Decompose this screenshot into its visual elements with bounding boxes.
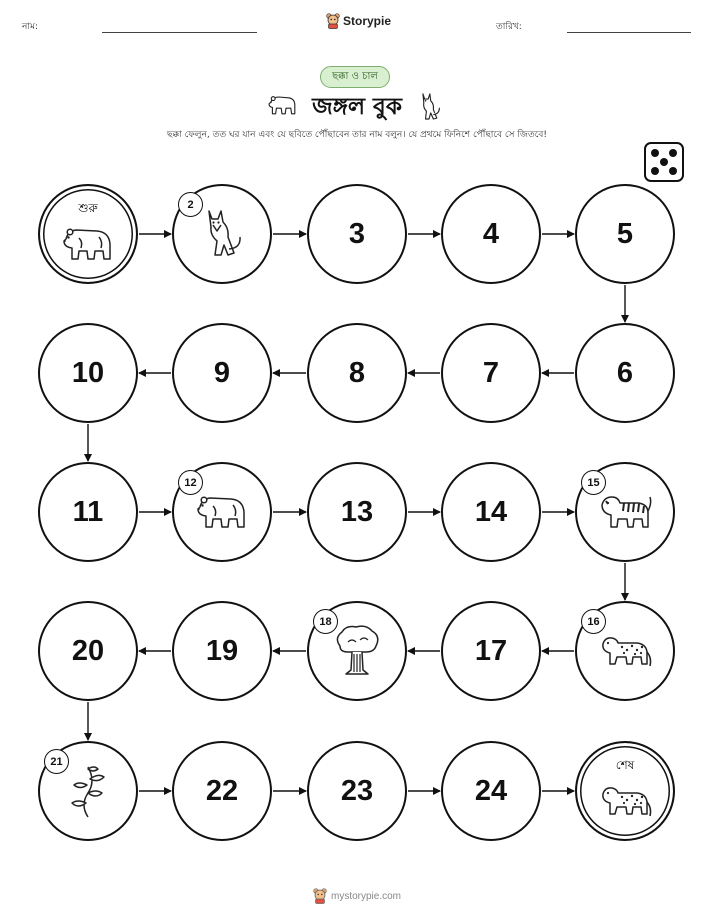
cell-number: 11 — [72, 495, 104, 528]
board-cell[interactable] — [575, 184, 675, 284]
cell-number: 4 — [482, 217, 500, 250]
cell-number-badge: 18 — [313, 609, 338, 634]
board-cell[interactable] — [575, 323, 675, 423]
cell-number: 7 — [482, 356, 500, 389]
board-cell[interactable] — [38, 601, 138, 701]
tree-icon — [332, 624, 382, 682]
cell-number-badge: 2 — [178, 192, 203, 217]
cell-number: 23 — [340, 774, 374, 807]
cell-number-badge: 15 — [581, 470, 606, 495]
board-cell[interactable] — [307, 323, 407, 423]
board-cell[interactable] — [38, 741, 138, 841]
cell-number: 24 — [474, 774, 508, 807]
board-cell[interactable] — [441, 184, 541, 284]
cell-number: 3 — [348, 217, 366, 250]
leopard-icon — [597, 782, 653, 824]
bear-icon — [61, 224, 115, 268]
board-cell[interactable] — [172, 601, 272, 701]
cell-number: 6 — [616, 356, 634, 389]
start-label: শুরু — [78, 201, 98, 215]
cell-number: 22 — [205, 774, 239, 807]
cell-number: 9 — [213, 356, 231, 389]
date-label: তারিখ: — [496, 22, 522, 32]
bear-icon — [195, 492, 249, 536]
board-cell[interactable] — [38, 323, 138, 423]
footer — [0, 888, 714, 904]
cell-number: 20 — [71, 634, 105, 667]
board-cell[interactable] — [441, 601, 541, 701]
cell-number-badge: 12 — [178, 470, 203, 495]
board-cell[interactable] — [441, 323, 541, 423]
cell-number: 19 — [205, 634, 239, 667]
wolf-icon — [199, 207, 245, 265]
tiger-icon — [598, 491, 652, 537]
start-cell[interactable] — [38, 184, 138, 284]
cell-number-badge: 21 — [44, 749, 69, 774]
cell-number: 10 — [71, 356, 105, 389]
footer-site[interactable]: mystorypie.com — [330, 890, 401, 902]
board-cell[interactable] — [441, 741, 541, 841]
brand-name: Storypie — [343, 14, 392, 28]
cell-number-badge: 16 — [581, 609, 606, 634]
board-cell[interactable] — [38, 462, 138, 562]
board-cell[interactable] — [172, 741, 272, 841]
game-tag: ছক্কা ও চাল — [320, 66, 390, 88]
name-label: নাম: — [22, 22, 39, 32]
instructions: ছক্কা ফেলুন, তত ঘর যান এবং যে ছবিতে পৌঁছাবেন তার নাম বলুন। যে প্রথমে ফিনিশে পৌঁছাবে সে জিতবে! — [167, 130, 547, 140]
board-cell[interactable] — [307, 601, 407, 701]
leopard-icon — [597, 632, 653, 674]
cell-number: 13 — [340, 495, 374, 528]
finish-label: শেষ — [615, 758, 635, 772]
board-cell[interactable] — [307, 462, 407, 562]
board-cell[interactable] — [575, 462, 675, 562]
cell-number: 14 — [474, 495, 508, 528]
cell-number: 5 — [616, 217, 634, 250]
board-cell[interactable] — [172, 184, 272, 284]
board-cell[interactable] — [172, 323, 272, 423]
board-cell[interactable] — [307, 741, 407, 841]
vine-icon — [66, 763, 110, 823]
cell-number: 17 — [474, 634, 508, 667]
cell-number: 8 — [348, 356, 366, 389]
board-cell[interactable] — [172, 462, 272, 562]
finish-cell[interactable] — [575, 741, 675, 841]
game-title: জঙ্গল বুক — [312, 94, 402, 120]
storypie-logo-icon — [313, 888, 327, 904]
board-cell[interactable] — [441, 462, 541, 562]
board-cell[interactable] — [307, 184, 407, 284]
board-cell[interactable] — [575, 601, 675, 701]
